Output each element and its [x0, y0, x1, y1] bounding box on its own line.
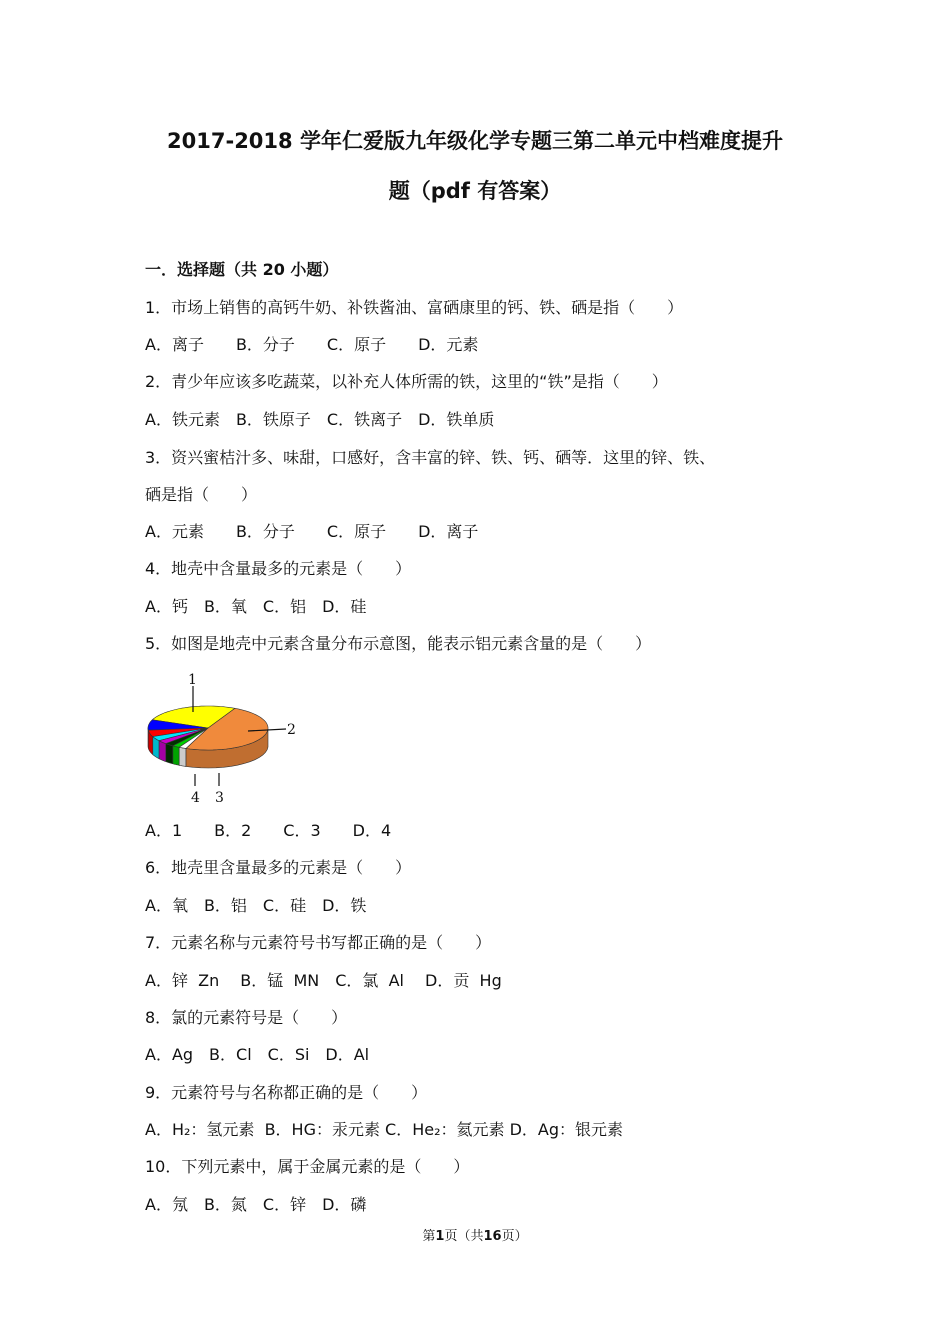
- question-1-stem: 1．市场上销售的高钙牛奶、补铁酱油、富硒康里的钙、铁、硒是指（ ）: [145, 298, 684, 317]
- footer-page-number: 1: [435, 1229, 445, 1244]
- question-2-stem: 2．青少年应该多吃蔬菜，以补充人体所需的铁，这里的“铁”是指（ ）: [145, 372, 668, 391]
- pie-side-7: [166, 744, 173, 764]
- question-9-options: A．H₂：氢元素 B．HG：汞元素 C．He₂：氦元素 D．Ag：银元素: [145, 1120, 624, 1139]
- question-10-stem: 10．下列元素中，属于金属元素的是（ ）: [145, 1157, 470, 1176]
- pie-side-6: [159, 741, 166, 762]
- footer-prefix: 第: [422, 1229, 436, 1244]
- question-6-stem: 6．地壳里含量最多的元素是（ ）: [145, 858, 412, 877]
- footer-total-pages: 16: [483, 1229, 502, 1244]
- question-4-stem: 4．地壳中含量最多的元素是（ ）: [145, 559, 412, 578]
- document-title-line-1: 2017-2018 学年仁爱版九年级化学专题三第二单元中档难度提升: [167, 129, 783, 153]
- question-10-options: A．氖 B．氮 C．锌 D．磷: [145, 1195, 367, 1214]
- pie-side-9: [179, 747, 186, 766]
- pie-label-3: 3: [215, 790, 224, 806]
- question-9-stem: 9．元素符号与名称都正确的是（ ）: [145, 1083, 428, 1102]
- question-8-options: A．Ag B．Cl C．Si D．Al: [145, 1045, 370, 1064]
- section-heading: 一．选择题（共 20 小题）: [145, 260, 339, 279]
- question-4-options: A．钙 B．氧 C．铝 D．硅: [145, 597, 367, 616]
- pie-label-4: 4: [191, 790, 200, 806]
- question-6-options: A．氧 B．铝 C．硅 D．铁: [145, 896, 367, 915]
- page-footer: [0, 1228, 950, 1246]
- document-title-line-2: 题（pdf 有答案）: [388, 179, 562, 203]
- question-3-stem-continued: 硒是指（ ）: [145, 485, 258, 504]
- footer-middle: 页（共: [444, 1229, 484, 1244]
- pie-chart-top: [148, 706, 268, 750]
- question-3-stem: 3．资兴蜜桔汁多、味甜，口感好，含丰富的锌、铁、钙、硒等．这里的锌、铁、: [145, 448, 716, 467]
- pie-label-1: 1: [188, 672, 197, 688]
- question-7-stem: 7．元素名称与元素符号书写都正确的是（ ）: [145, 933, 492, 952]
- question-2-options: A．铁元素 B．铁原子 C．铁离子 D．铁单质: [145, 410, 495, 429]
- pie-label-2: 2: [287, 722, 296, 738]
- pie-side-8: [173, 746, 179, 766]
- question-5-options: A．1 B．2 C．3 D．4: [145, 821, 392, 840]
- question-1-options: A．离子 B．分子 C．原子 D．元素: [145, 335, 479, 354]
- question-8-stem: 8．氯的元素符号是（ ）: [145, 1008, 348, 1027]
- question-3-options: A．元素 B．分子 C．原子 D．离子: [145, 522, 479, 541]
- crust-element-pie-chart: [138, 668, 308, 808]
- question-7-options: A．锌 Zn B．锰 MN C．氯 Al D．贡 Hg: [145, 971, 502, 990]
- footer-suffix: 页）: [501, 1229, 528, 1244]
- question-5-stem: 5．如图是地壳中元素含量分布示意图，能表示铝元素含量的是（ ）: [145, 634, 652, 653]
